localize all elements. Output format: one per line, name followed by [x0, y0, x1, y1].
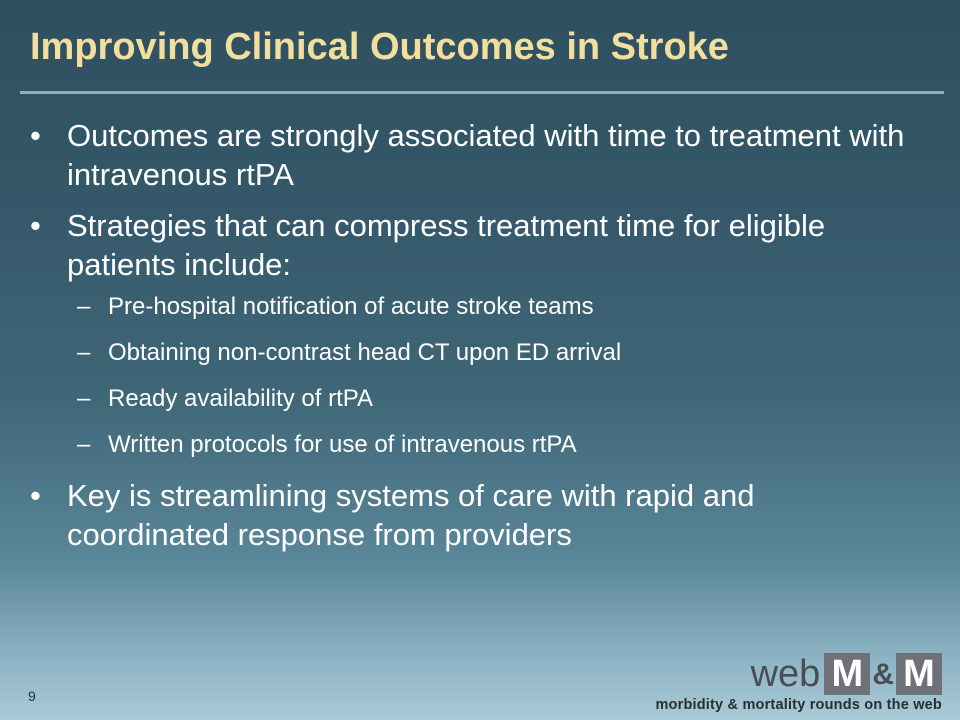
- bullet-item: [30, 206, 920, 460]
- sub-bullet-item: [30, 292, 920, 322]
- logo-tagline: morbidity & mortality rounds on the web: [655, 697, 942, 713]
- sub-bullet-list: [30, 292, 920, 460]
- bullet-text: Outcomes are strongly associated with time to treatment with intravenous rtPA: [67, 118, 905, 192]
- sub-bullet-text: Written protocols for use of intravenous rtPA: [108, 431, 577, 458]
- webmm-logo: [612, 653, 948, 717]
- logo-web-text: web: [750, 653, 821, 695]
- bullet-text: Strategies that can compress treatment time for eligible patients include:: [67, 208, 826, 282]
- bullet-item: [30, 116, 920, 194]
- bullet-list: [30, 116, 920, 566]
- bullet-marker: •: [30, 118, 41, 153]
- bullet-marker: •: [30, 478, 41, 513]
- dash-marker: –: [77, 385, 91, 412]
- logo-ampersand: &: [872, 658, 894, 691]
- sub-bullet-item: [30, 384, 920, 414]
- dash-marker: –: [77, 339, 91, 366]
- bullet-item: [30, 476, 920, 554]
- logo-m-block: M: [824, 653, 870, 695]
- logo-wordmark: [751, 653, 942, 695]
- sub-bullet-text: Obtaining non-contrast head CT upon ED arrival: [108, 339, 622, 366]
- slide-title: Improving Clinical Outcomes in Stroke: [30, 26, 729, 68]
- dash-marker: –: [77, 293, 91, 320]
- bullet-marker: •: [30, 208, 41, 243]
- sub-bullet-item: [30, 338, 920, 368]
- sub-bullet-item: [30, 430, 920, 460]
- bullet-text: Key is streamlining systems of care with rapid and coordinated response from providers: [67, 478, 755, 552]
- page-number: 9: [28, 688, 36, 704]
- logo-m-block: M: [896, 653, 942, 695]
- dash-marker: –: [77, 431, 91, 458]
- sub-bullet-text: Ready availability of rtPA: [108, 385, 374, 412]
- title-divider: [20, 91, 944, 94]
- sub-bullet-text: Pre-hospital notification of acute stroke teams: [108, 293, 594, 320]
